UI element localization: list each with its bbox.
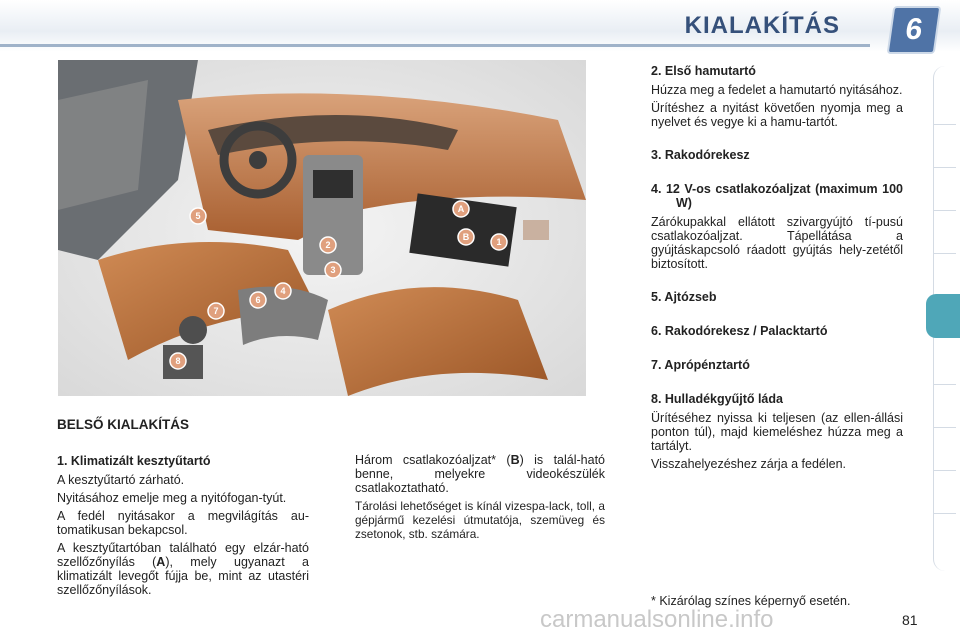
- section-title: BELSŐ KIALAKÍTÁS: [57, 417, 190, 432]
- item-8-text: Visszahelyezéshez zárja a fedélen.: [651, 457, 847, 471]
- header-rule: [0, 44, 870, 47]
- item-5-heading: 5. Ajtózseb: [651, 290, 717, 304]
- tab-divider: [934, 384, 956, 385]
- text-column-2: [355, 453, 605, 545]
- callout-B-label: B: [462, 232, 470, 242]
- callout-6-label: 6: [255, 295, 261, 305]
- callout-2: [320, 237, 336, 253]
- text-run: Három csatlakozóaljzat* (: [355, 453, 511, 467]
- window: [58, 80, 148, 210]
- callout-6: [250, 292, 266, 308]
- callout-5-label: 5: [195, 211, 201, 221]
- text-column-1: [57, 454, 309, 601]
- item-2-text: Húzza meg a fedelet a hamutartó nyitásához.: [651, 83, 903, 97]
- item-1-text: A fedél nyitásakor a megvilágítás au-tomatikusan bekapcsol.: [57, 509, 309, 537]
- item-8-text: Ürítéséhez nyissa ki teljesen (az ellen-állási ponton túl), majd kiemeléshez húzza meg a tartályt.: [651, 411, 903, 453]
- callout-3-label: 3: [330, 265, 336, 275]
- fuse-cover: [523, 220, 549, 240]
- text-run-bold: B: [510, 453, 520, 467]
- spacer: [651, 309, 903, 322]
- item-1-heading: 1. Klimatizált kesztyűtartó: [57, 454, 211, 468]
- callout-7: [208, 303, 224, 319]
- tab-divider: [934, 124, 956, 125]
- item-1-text: Nyitásához emelje meg a nyitófogan-tyút.: [57, 491, 287, 505]
- spacer: [651, 167, 903, 180]
- item-6-heading: 6. Rakodórekesz / Palacktartó: [651, 324, 828, 338]
- chapter-badge: 6: [887, 6, 942, 54]
- item-4-text: Zárókupakkal ellátott szivargyújtó tí-pusú csatlakozóaljzat. Tápellátása a gyújtáskapcsoló ráadott gyújtás hely-zetétől biztosított.: [651, 215, 903, 271]
- callout-B: [458, 229, 474, 245]
- tab-divider: [934, 167, 956, 168]
- callout-4-label: 4: [280, 286, 286, 296]
- item-1-continued: Tárolási lehetőséget is kínál vizespa-lack, toll, a gépjármű kezelési útmutatója, szemüveg és zsetonok, stb. számára.: [355, 499, 605, 541]
- watermark: carmanualsonline.info: [540, 606, 774, 633]
- interior-illustration: [58, 60, 586, 396]
- cupholder: [179, 316, 207, 344]
- page-number: 81: [902, 612, 918, 628]
- callout-8: [170, 353, 186, 369]
- footnote: * Kizárólag színes képernyő esetén.: [651, 594, 851, 608]
- item-2-heading: 2. Első hamutartó: [651, 64, 756, 78]
- callout-3: [325, 262, 341, 278]
- tab-divider: [934, 513, 956, 514]
- tab-divider: [934, 427, 956, 428]
- text-run: ), mely ugyanazt a klimatizált levegőt fújja be, mint az utastéri szellőzőnyílások.: [57, 555, 309, 597]
- callout-4: [275, 283, 291, 299]
- text-run: ) is talál-ható benne, melyekre videokészülék csatlakoztatható.: [355, 453, 605, 495]
- callout-1: [491, 234, 507, 250]
- radio-unit: [313, 170, 353, 198]
- item-2-text: Ürítéshez a nyitást követően nyomja meg a nyelvet és vegye ki a hamu-tartót.: [651, 101, 903, 129]
- item-8-heading: 8. Hulladékgyűjtő láda: [651, 392, 783, 406]
- item-1-text: A kesztyűtartó zárható.: [57, 473, 185, 487]
- spacer: [651, 275, 903, 288]
- page-title: KIALAKÍTÁS: [684, 12, 840, 39]
- item-7-heading: 7. Aprópénztartó: [651, 358, 750, 372]
- text-run: A kesztyűtartóban található egy elzár-ható szellőzőnyílás (: [57, 541, 309, 569]
- tab-divider: [934, 253, 956, 254]
- tab-divider: [934, 210, 956, 211]
- callout-2-label: 2: [325, 240, 331, 250]
- spacer: [651, 377, 903, 390]
- active-chapter-tab[interactable]: [926, 294, 960, 338]
- item-1-text: [57, 541, 309, 597]
- item-3-heading: 3. Rakodórekesz: [651, 148, 750, 162]
- callout-7-label: 7: [213, 306, 219, 316]
- steering-hub: [249, 151, 267, 169]
- callout-1-label: 1: [496, 237, 502, 247]
- callout-A-label: A: [457, 204, 465, 214]
- callout-8-label: 8: [175, 356, 181, 366]
- tab-divider: [934, 470, 956, 471]
- spacer: [651, 133, 903, 146]
- item-1-continued: [355, 453, 605, 495]
- item-4-heading: 4. 12 V-os csatlakozóaljzat (maximum 100 W): [651, 182, 903, 210]
- text-column-3: [651, 62, 903, 475]
- spacer: [651, 343, 903, 356]
- callout-5: [190, 208, 206, 224]
- text-run-bold: A: [156, 555, 166, 569]
- callout-A: [453, 201, 469, 217]
